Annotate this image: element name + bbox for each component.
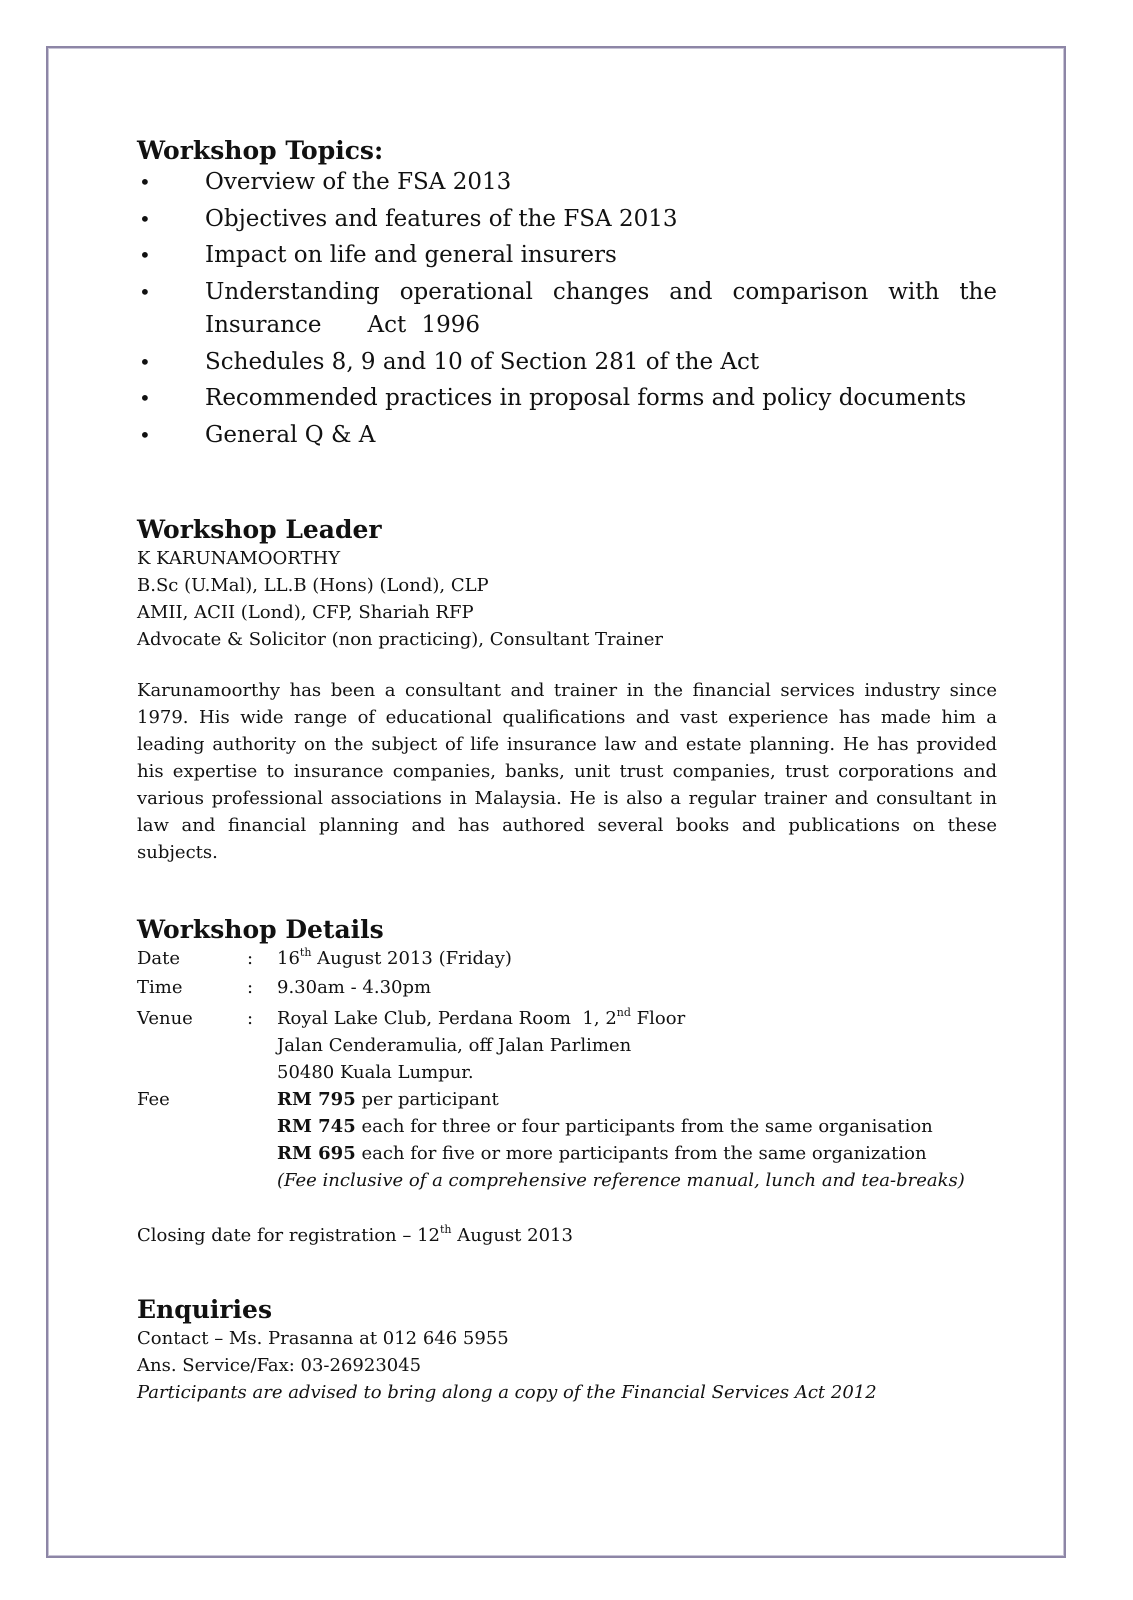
workshop-leader-section (137, 515, 997, 884)
topics-list (137, 166, 1013, 452)
time-value: 9.30am - 4.30pm (277, 977, 432, 998)
separator: : (247, 1008, 254, 1029)
workshop-topics-section (137, 136, 1013, 455)
bullet-icon: • (139, 422, 151, 447)
bullet-icon: • (139, 243, 151, 267)
fee-line: RM 695 each for five or more participants from the same organization (277, 1143, 927, 1164)
closing-date: Closing date for registration – 12th August 2013 (137, 1223, 573, 1246)
details-table (137, 945, 997, 1194)
details-heading: Workshop Details (137, 915, 384, 944)
date-label: Date (137, 948, 181, 969)
bullet-icon: • (139, 170, 151, 194)
enquiries-section (137, 1295, 997, 1406)
time-label: Time (137, 977, 183, 998)
leader-credential: B.Sc (U.Mal), LL.B (Hons) (Lond), CLP (137, 575, 489, 596)
bullet-icon: • (139, 279, 151, 304)
participants-note: Participants are advised to bring along a copy of the Financial Services Act 2012 (137, 1382, 877, 1403)
fee-value (277, 1086, 997, 1194)
topics-heading: Workshop Topics: (137, 136, 384, 165)
contact-line: Contact – Ms. Prasanna at 012 646 5955 (137, 1328, 509, 1349)
list-item: • Objectives and features of the FSA 2013 (137, 203, 997, 237)
list-item: • Understanding operational changes and comparison with the Insurance Act 1996 (137, 276, 997, 343)
list-item: • Impact on life and general insurers (137, 239, 997, 273)
bullet-icon: • (139, 386, 151, 410)
venue-value: Royal Lake Club, Perdana Room 1, 2nd Floor Jalan Cenderamulia, off Jalan Parlimen 50480 Kuala Lumpur. (277, 1006, 686, 1083)
bullet-icon: • (139, 206, 151, 231)
list-item: • Overview of the FSA 2013 (137, 166, 997, 200)
list-item: • Schedules 8, 9 and 10 of Section 281 of the Act (137, 346, 997, 380)
leader-bio: Karunamoorthy has been a consultant and trainer in the financial services industry since 1979. His wide range of educational qualifications and vast experience has made him a leading authority on the subject of life insurance law and estate planning. He has provided his expertise to insurance companies, banks, unit trust companies, trust corporations and various professional associations in Malaysia. He is also a regular trainer and consultant in law and financial planning and has authored several books and publications on these subjects. (137, 680, 997, 863)
fax-line: Ans. Service/Fax: 03-26923045 (137, 1355, 422, 1376)
list-item: • Recommended practices in proposal forms and policy documents (137, 382, 997, 416)
table-row (137, 972, 997, 1003)
fee-line: RM 795 per participant (277, 1089, 499, 1110)
bullet-icon: • (139, 349, 151, 374)
enquiries-heading: Enquiries (137, 1295, 273, 1324)
venue-label: Venue (137, 1008, 193, 1029)
date-value: 16th August 2013 (Friday) (277, 946, 512, 969)
leader-credential: AMII, ACII (Lond), CFP, Shariah RFP (137, 602, 474, 623)
separator: : (247, 948, 254, 969)
leader-name: K KARUNAMOORTHY (137, 548, 341, 569)
workshop-details-section (137, 915, 997, 1249)
leader-credential: Advocate & Solicitor (non practicing), Consultant Trainer (137, 629, 663, 650)
table-row (137, 945, 997, 972)
fee-label: Fee (137, 1089, 170, 1110)
leader-heading: Workshop Leader (137, 515, 382, 544)
separator: : (247, 977, 254, 998)
table-row (137, 1003, 997, 1086)
fee-line: RM 745 each for three or four participants from the same organisation (277, 1116, 933, 1137)
table-row (137, 1086, 997, 1194)
fee-note: (Fee inclusive of a comprehensive reference manual, lunch and tea-breaks) (277, 1170, 965, 1191)
list-item: • General Q & A (137, 419, 997, 453)
